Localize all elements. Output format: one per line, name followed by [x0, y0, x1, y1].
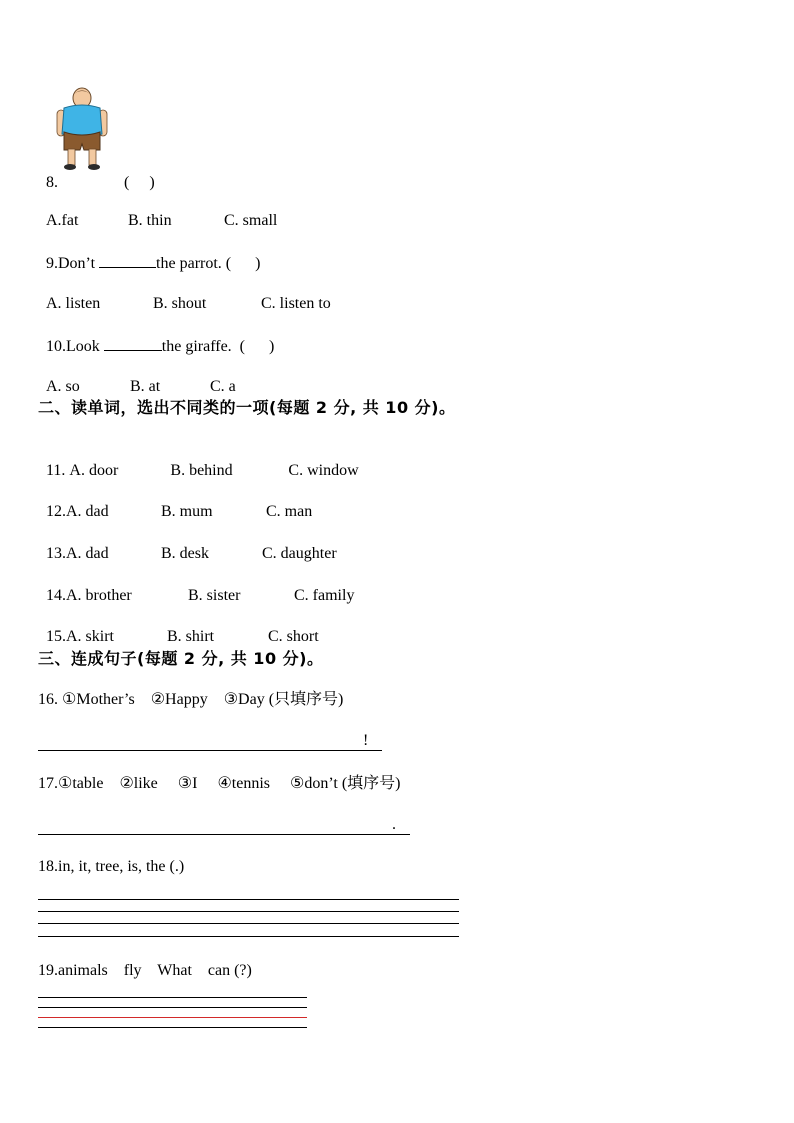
answer-paren: ( ): [124, 174, 155, 191]
answer-blank[interactable]: [99, 253, 156, 268]
question-10-options: [38, 357, 236, 397]
option-b: B. shout: [153, 295, 207, 312]
option-b: B. behind: [170, 462, 233, 479]
writing-line-19-1[interactable]: [38, 997, 307, 998]
writing-line-18-1[interactable]: [38, 899, 459, 900]
question-number: 8.: [46, 174, 58, 191]
end-punctuation: .: [392, 816, 396, 833]
question-13: [38, 524, 337, 564]
section-3-title: 三、连成句子(每题 2 分, 共 10 分)。: [38, 649, 324, 668]
question-8: [38, 153, 155, 193]
option-c: C. family: [294, 587, 355, 604]
option-a: A. skirt: [66, 628, 114, 645]
end-punctuation: !: [363, 732, 369, 749]
question-text-post: the giraffe. ( ): [161, 338, 275, 355]
question-9: [38, 233, 260, 274]
option-b: B. thin: [128, 212, 172, 229]
option-b: B. sister: [188, 587, 241, 604]
question-number: 12.: [46, 503, 66, 520]
question-number: 15.: [46, 628, 66, 645]
question-number: 13.: [46, 545, 66, 562]
question-number: 14.: [46, 587, 66, 604]
option-a: A. door: [69, 462, 119, 479]
question-10: [38, 316, 274, 357]
option-a: A. dad: [66, 503, 109, 520]
option-c: C. short: [268, 628, 319, 645]
option-c: C. listen to: [261, 295, 331, 312]
question-number: 11.: [46, 462, 70, 479]
question-16: 16. ①Mother’s ②Happy ③Day (只填序号): [38, 691, 344, 708]
option-c: C. window: [288, 462, 359, 479]
section-2-title: 二、读单词，选出不同类的一项(每题 2 分, 共 10 分)。: [38, 398, 456, 417]
question-11: [38, 441, 359, 481]
option-b: B. mum: [161, 503, 213, 520]
option-c: C. a: [210, 378, 236, 395]
option-a: A. listen: [46, 295, 101, 312]
answer-line-17[interactable]: [38, 834, 410, 835]
writing-line-18-4: [38, 936, 459, 937]
answer-line-16[interactable]: [38, 750, 382, 751]
question-text-pre: 9.Don’t: [46, 255, 100, 272]
option-b: B. shirt: [167, 628, 215, 645]
question-18: 18.in, it, tree, is, the (.): [38, 858, 185, 875]
writing-line-19-2: [38, 1007, 307, 1008]
question-14: [38, 566, 354, 606]
option-c: C. small: [224, 212, 278, 229]
option-b: B. desk: [161, 545, 209, 562]
option-c: C. man: [266, 503, 313, 520]
option-a: A. brother: [66, 587, 132, 604]
option-c: C. daughter: [262, 545, 337, 562]
question-15: [38, 607, 319, 647]
question-9-options: [38, 274, 331, 314]
question-text-post: the parrot. ( ): [156, 255, 261, 272]
writing-line-18-2: [38, 911, 459, 912]
question-17: 17.①table ②like ③I ④tennis ⑤don’t (填序号): [38, 775, 401, 792]
option-a: A. so: [46, 378, 80, 395]
writing-line-18-3: [38, 923, 459, 924]
writing-line-19-4: [38, 1027, 307, 1028]
question-12: [38, 482, 312, 522]
question-8-options: [38, 191, 277, 231]
answer-blank[interactable]: [104, 336, 162, 351]
option-a: A.fat: [46, 212, 79, 229]
writing-line-19-baseline: [38, 1017, 307, 1018]
option-b: B. at: [130, 378, 161, 395]
question-text-pre: 10.Look: [46, 338, 104, 355]
question-19: 19.animals fly What can (?): [38, 962, 252, 979]
option-a: A. dad: [66, 545, 109, 562]
